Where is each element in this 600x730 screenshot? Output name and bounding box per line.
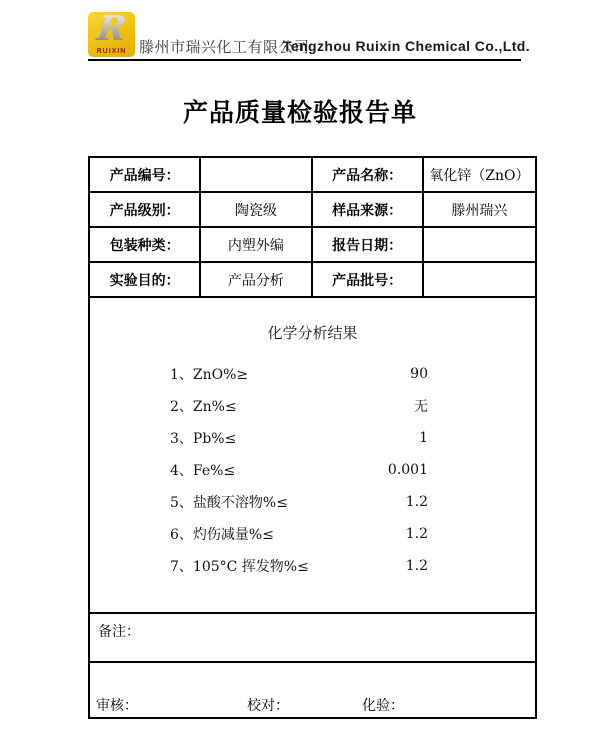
analysis-item-row <box>90 486 535 518</box>
report-date-label: 报告日期： <box>313 228 424 261</box>
analysis-item-label: 4、Fe%≤ <box>170 463 236 479</box>
analysis-item-row <box>90 454 535 486</box>
analysis-item-row <box>90 358 535 390</box>
review-label: 审核： <box>96 697 138 714</box>
analysis-item-label: 5、盐酸不溶物%≤ <box>170 495 288 511</box>
product-name-value: 氧化锌（ZnO） <box>429 167 530 184</box>
test-purpose-label: 实验目的： <box>90 263 201 296</box>
packing-type-value: 内塑外编 <box>201 228 312 261</box>
analysis-item-value: 无 <box>414 399 428 415</box>
product-code-label: 产品编号： <box>90 158 201 191</box>
page-title: 产品质量检验报告单 <box>182 99 417 127</box>
report-table <box>88 156 537 719</box>
logo-brand-text: RUIXIN <box>96 48 127 55</box>
analysis-item-value: 1.2 <box>405 558 428 574</box>
sample-source-label: 样品来源： <box>313 193 424 226</box>
analysis-list <box>90 358 535 582</box>
sample-source-value: 滕州瑞兴 <box>451 202 508 219</box>
analysis-heading: 化学分析结果 <box>267 324 358 342</box>
analysis-item-row <box>90 390 535 422</box>
analysis-item-label: 7、105°C 挥发物%≤ <box>170 559 309 575</box>
packing-type-label: 包装种类： <box>90 228 201 261</box>
product-grade-label: 产品级别： <box>90 193 201 226</box>
product-grade-value: 陶瓷级 <box>201 193 312 226</box>
analysis-item-value: 1 <box>419 430 428 446</box>
company-logo <box>88 9 135 57</box>
test-label: 化验： <box>362 697 404 714</box>
company-name-cn: 滕州市瑞兴化工有限公司 <box>139 38 310 56</box>
report-date-value <box>424 228 535 261</box>
analysis-item-value: 1.2 <box>405 494 428 510</box>
signature-section <box>90 663 535 730</box>
remarks-label: 备注： <box>98 624 140 640</box>
analysis-item-label: 3、Pb%≤ <box>170 431 237 447</box>
batch-number-value <box>424 263 535 296</box>
test-purpose-value: 产品分析 <box>201 263 312 296</box>
batch-number-label: 产品批号： <box>313 263 424 296</box>
table-row <box>90 193 535 228</box>
analysis-item-label: 6、灼伤减量%≤ <box>170 527 274 543</box>
analysis-item-value: 1.2 <box>405 526 428 542</box>
product-code-value <box>201 158 312 191</box>
company-name-en: Tengzhou Ruixin Chemical Co.,Ltd. <box>283 38 531 54</box>
product-name-label: 产品名称： <box>313 158 424 191</box>
analysis-item-label: 1、ZnO%≥ <box>170 367 249 383</box>
table-row <box>90 263 535 298</box>
analysis-section <box>90 322 535 614</box>
remarks-section <box>90 614 535 663</box>
logo-r-icon: R <box>85 9 138 49</box>
header-divider <box>88 59 521 61</box>
analysis-item-row <box>90 422 535 454</box>
table-row <box>90 228 535 263</box>
analysis-item-row <box>90 518 535 550</box>
proofread-label: 校对： <box>247 697 289 714</box>
analysis-item-label: 2、Zn%≤ <box>170 399 237 415</box>
analysis-item-row <box>90 550 535 582</box>
analysis-item-value: 90 <box>410 366 428 382</box>
table-row <box>90 158 535 193</box>
analysis-item-value: 0.001 <box>387 462 428 478</box>
